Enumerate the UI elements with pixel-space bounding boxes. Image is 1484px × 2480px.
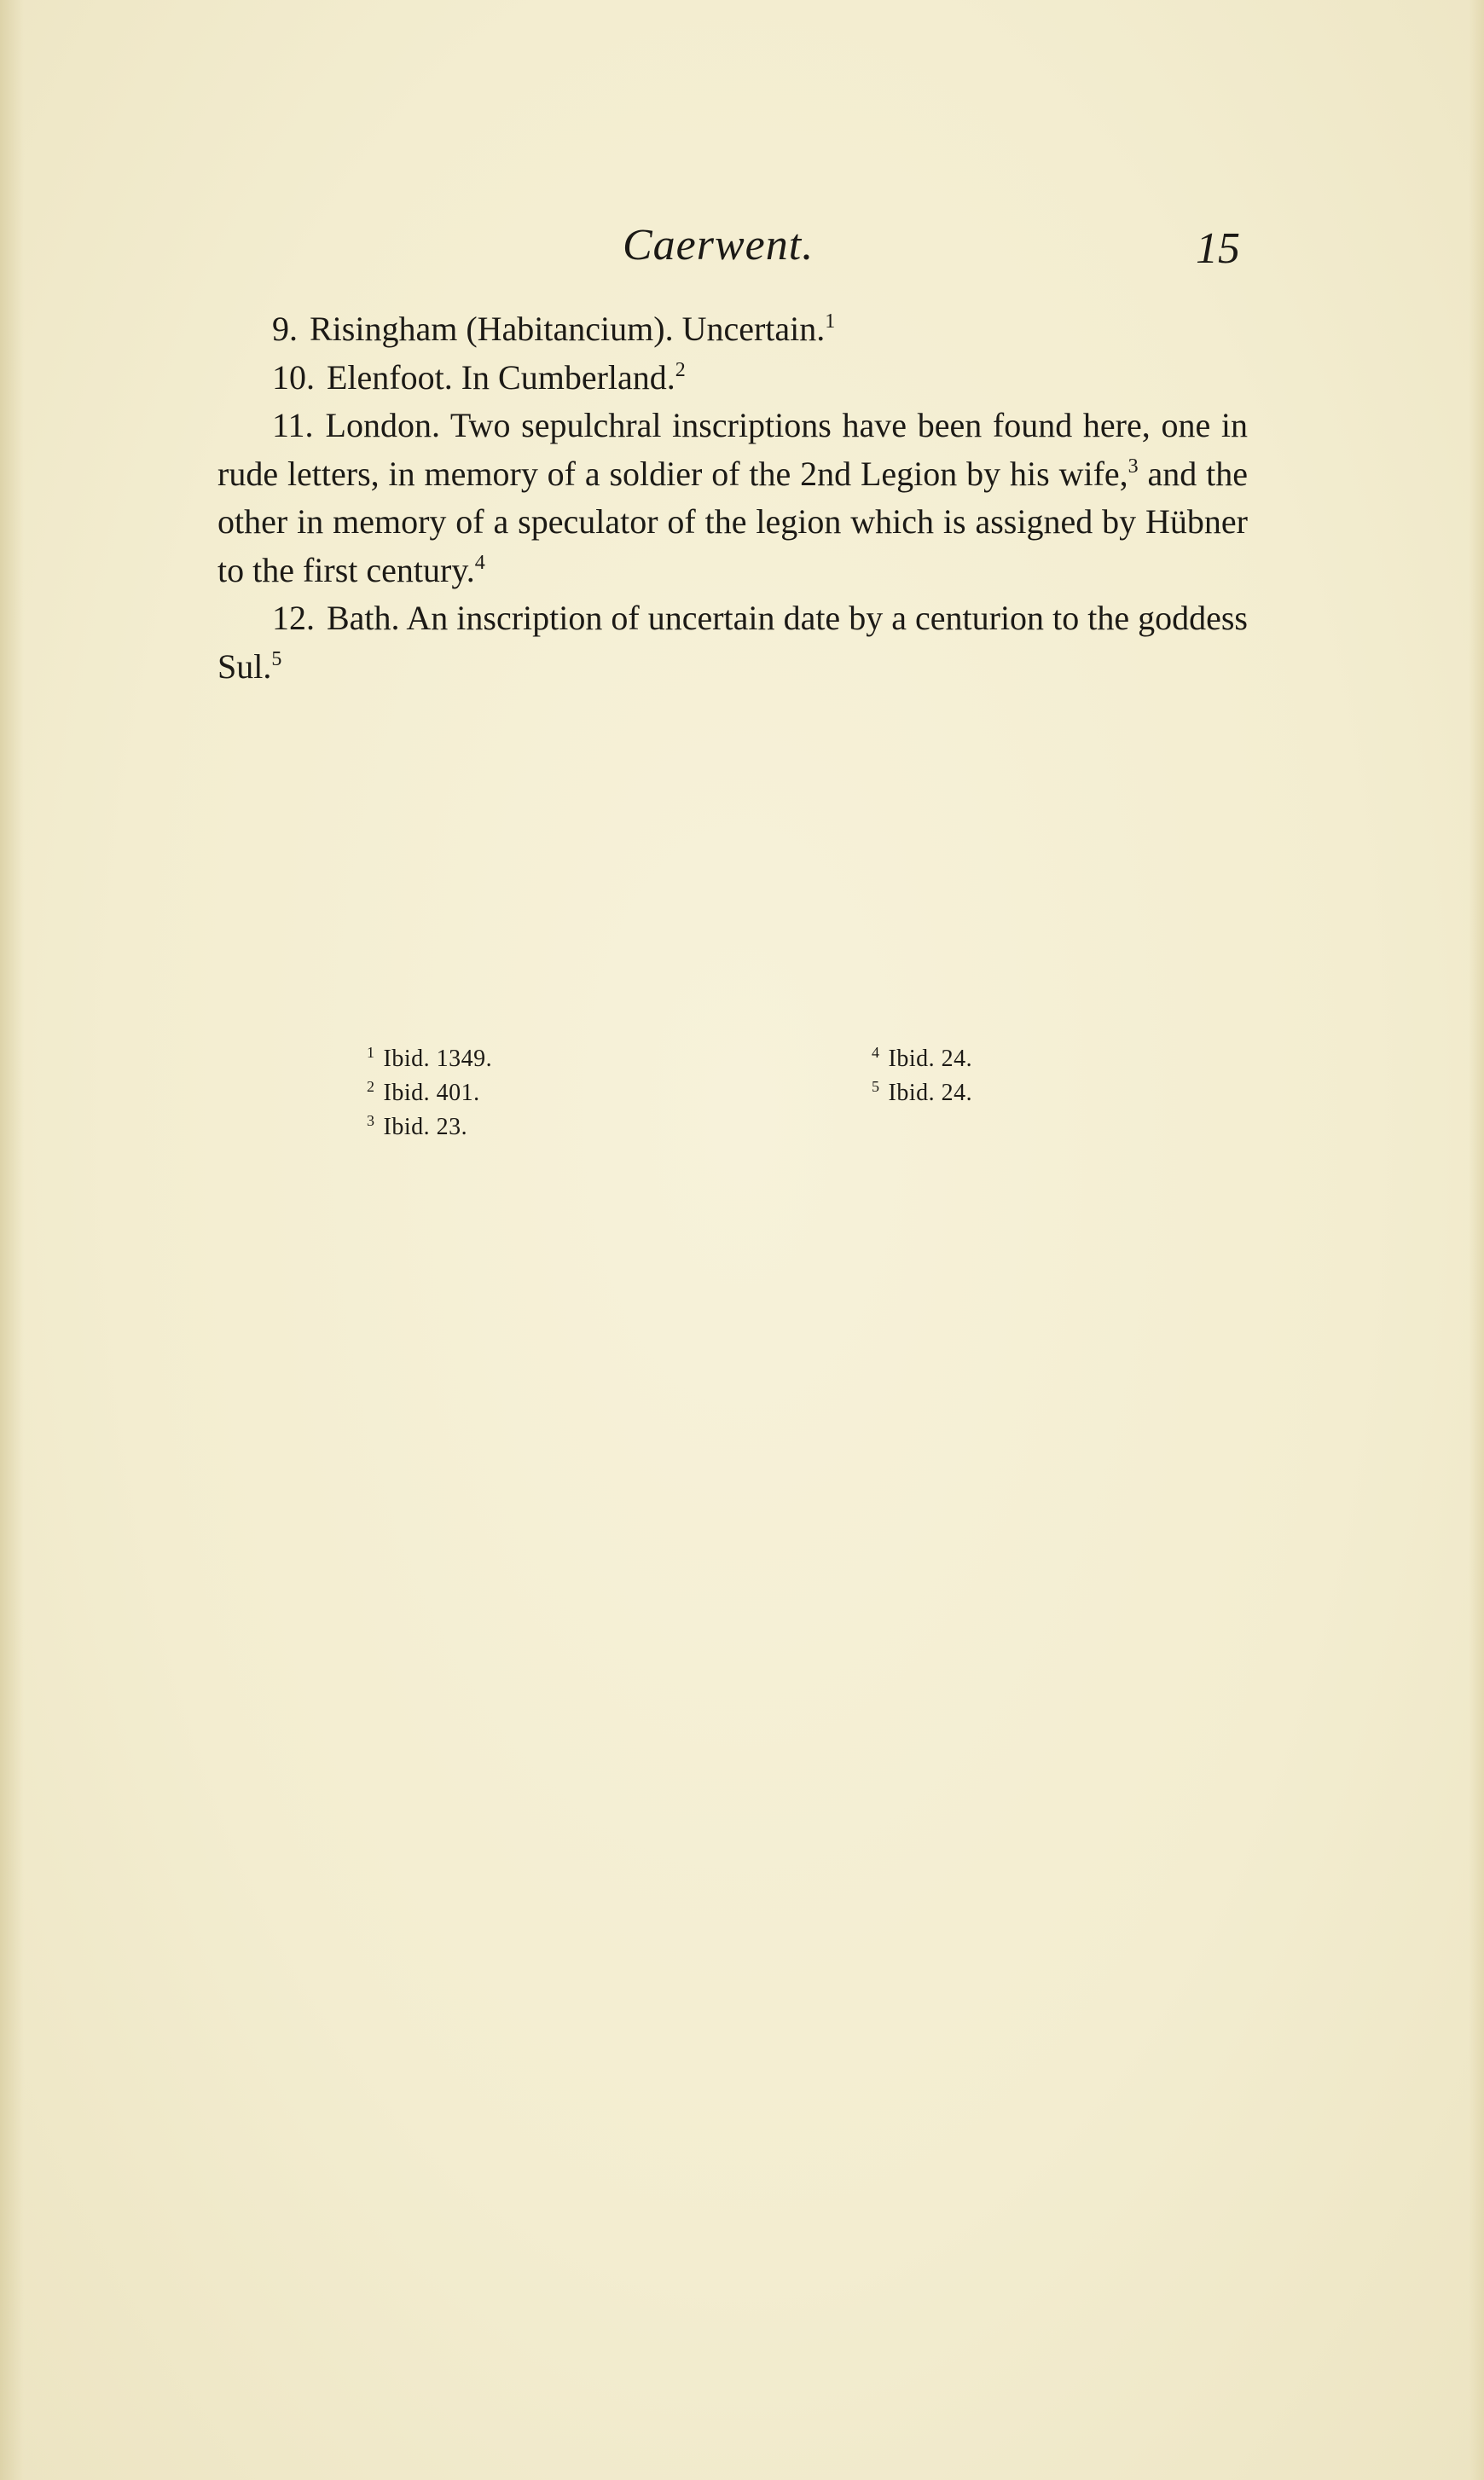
footnote-reference: 2 xyxy=(675,358,686,381)
footnote-text: Ibid. 401. xyxy=(383,1080,480,1106)
page-number: 15 xyxy=(1196,224,1240,273)
page-edge-shadow-right xyxy=(1469,0,1484,2480)
paragraph xyxy=(217,354,1248,403)
footnote-reference: 1 xyxy=(825,310,836,333)
footnote xyxy=(367,1076,492,1110)
paragraph xyxy=(217,305,1248,354)
body-text xyxy=(217,305,1248,691)
paragraph-text: and the other in memory of a speculator of the legion which is assigned by Hübner to the first century. xyxy=(217,454,1249,589)
footnote-reference: 4 xyxy=(474,551,485,574)
paragraph xyxy=(217,594,1248,691)
paragraph-number: 10. xyxy=(272,357,315,397)
paragraph-text: Bath. An inscription of uncertain date by a centurion to the goddess Sul. xyxy=(217,599,1248,686)
paragraph xyxy=(217,402,1248,594)
footnote-mark: 4 xyxy=(872,1044,880,1061)
paragraph-number: 9. xyxy=(272,310,298,348)
footnote xyxy=(367,1042,492,1076)
footnote-mark: 3 xyxy=(367,1112,375,1129)
footnotes-column-left xyxy=(367,1042,492,1144)
footnote-mark: 2 xyxy=(367,1078,375,1095)
footnote-text: Ibid. 1349. xyxy=(383,1046,493,1072)
footnote-text: Ibid. 23. xyxy=(383,1114,468,1140)
footnote-text: Ibid. 24. xyxy=(888,1046,973,1072)
footnotes-column-right xyxy=(872,1042,972,1110)
footnote xyxy=(872,1076,972,1110)
paragraph-number: 11. xyxy=(272,406,314,444)
footnote xyxy=(872,1042,972,1076)
footnote-mark: 1 xyxy=(367,1044,375,1061)
footnote-reference: 5 xyxy=(271,647,282,670)
paragraph-text: Elenfoot. In Cumberland. xyxy=(327,357,675,397)
paragraph-text: London. Two sepulchral inscriptions have been found here, one in rude letters, in memory of a soldier of the 2nd Legion by his wife, xyxy=(217,406,1248,493)
footnote-reference: 3 xyxy=(1127,455,1139,478)
footnote xyxy=(367,1110,492,1144)
footnote-text: Ibid. 24. xyxy=(888,1080,973,1106)
footnote-mark: 5 xyxy=(872,1078,880,1095)
running-title: Caerwent. xyxy=(623,221,814,269)
paragraph-number: 12. xyxy=(272,599,315,637)
paragraph-text: Risingham (Habitancium). Uncertain. xyxy=(310,310,826,348)
page-edge-shadow-left xyxy=(0,0,24,2480)
